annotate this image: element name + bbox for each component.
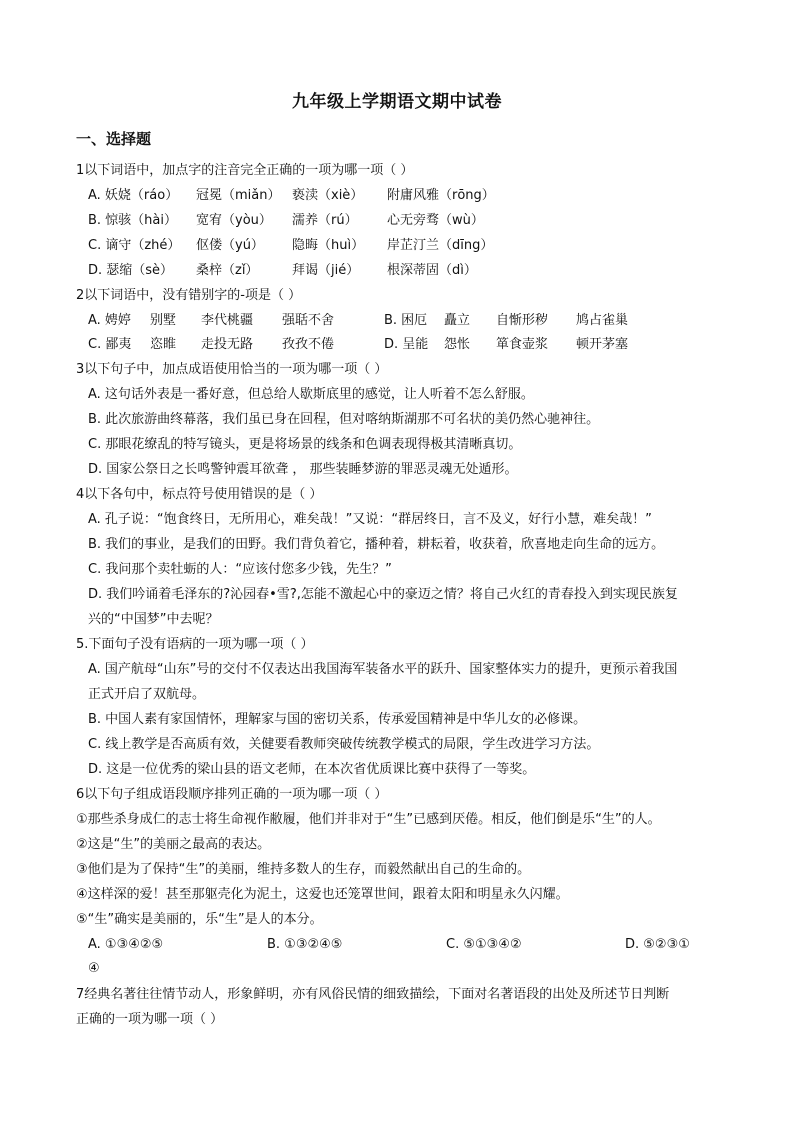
question-4-stem: 4以下各句中，标点符号使用错误的是（ ） (76, 487, 323, 502)
question-6-sentence-1: ①那些杀身成仁的志士将生命视作敝履，他们并非对于“生”已感到厌倦。相反，他们倒是乐“生”的人。 (76, 812, 661, 827)
question-6-sentence-3: ③他们是为了保持“生”的美丽，维持多数人的生存，而毅然献出自己的生命的。 (76, 862, 531, 877)
question-2-row-1 (88, 312, 628, 330)
question-6-option-d-wrap: ④ (88, 961, 100, 976)
question-6-sentence-5: ⑤“生”确实是美丽的，乐“生”是人的本分。 (76, 912, 323, 927)
question-4-option-d-continued: 兴的“中国梦”中去呢？ (88, 612, 219, 627)
question-1-stem: 1以下词语中，加点字的注音完全正确的一项为哪一项（ ） (76, 163, 414, 178)
question-2-stem: 2以下词语中，没有错别字的-项是（ ） (76, 288, 302, 303)
option-word: C. 谪守（zhé） (88, 238, 181, 253)
option-word: 拜谒（jié） (292, 263, 360, 278)
option-word: 李代桃疆 (201, 313, 254, 328)
option-word: D. 瑟缩（sè） (88, 263, 174, 278)
option-word: 附庸风雅（rōng） (387, 188, 495, 203)
section-heading: 一、选择题 (76, 130, 152, 148)
option-word: 根深蒂固（dì） (387, 263, 477, 278)
question-6-option-b: B. ①③②④⑤ (267, 937, 343, 952)
option-word: 矗立 (444, 313, 471, 328)
question-2-row-2 (88, 336, 628, 354)
question-5-option-c: C. 线上教学是否高质有效，关健要看教师突破传统教学模式的局限，学生改进学习方法。 (88, 737, 600, 752)
option-word: 岸芷汀兰（dīng） (387, 238, 494, 253)
question-6-sentence-2: ②这是“生”的美丽之最高的表达。 (76, 837, 271, 852)
question-5-stem: 5.下面句子没有语病的一项为哪一项（ ） (76, 637, 314, 652)
question-1-option-a (88, 187, 495, 205)
question-1-option-b (88, 212, 484, 230)
question-4-option-d: D. 我们吟诵着毛泽东的?沁园春•雪?,怎能不激起心中的豪迈之情？将自己火红的青春投入到实现民族复 (88, 587, 678, 602)
question-3-option-c: C. 那眼花缭乱的特写镜头，更是将场景的线条和色调表现得极其清晰真切。 (88, 437, 522, 452)
option-word: 濡养（rú） (292, 213, 358, 228)
question-5-option-b: B. 中国人素有家国情怀，理解家与国的密切关系，传承爱国精神是中华儿女的必修课。 (88, 712, 587, 727)
option-word: 亵渎（xiè） (292, 188, 364, 203)
option-word: 自惭形秽 (496, 313, 549, 328)
question-3-option-d: D. 国家公祭日之长鸣警钟震耳欲聋 ， 那些装睡梦游的罪恶灵魂无处遁形。 (88, 462, 518, 477)
question-1-option-d (88, 262, 477, 280)
option-word: 强聒不舍 (282, 313, 335, 328)
option-word: 鸠占雀巢 (576, 313, 629, 328)
option-word: 顿开茅塞 (576, 337, 629, 352)
question-3-option-b: B. 此次旅游曲终幕落，我们虽已身在回程，但对喀纳斯湖那不可名状的美仍然心驰神往。 (88, 412, 600, 427)
option-word: 宽宥（yòu） (196, 213, 272, 228)
option-word: 冠冕（miǎn） (196, 188, 281, 203)
question-6-option-c: C. ⑤①③④② (446, 937, 522, 952)
option-word: 箪食壶浆 (496, 337, 549, 352)
question-7-stem-line-2: 正确的一项为哪一项（ ） (76, 1012, 224, 1027)
question-1-option-c (88, 237, 493, 255)
option-word: B. 困厄 (384, 313, 428, 328)
question-6-stem: 6以下句子组成语段顺序排列正确的一项为哪一项（ ） (76, 787, 388, 802)
question-5-option-d: D. 这是一位优秀的梁山县的语文老师，在本次省优质课比赛中获得了一等奖。 (88, 762, 536, 777)
option-word: B. 惊骇（hài） (88, 213, 178, 228)
option-word: C. 鄙夷 (88, 337, 132, 352)
option-word: 心无旁骛（wù） (387, 213, 484, 228)
option-word: A. 妖娆（ráo） (88, 188, 179, 203)
option-word: A. 娉婷 (88, 313, 131, 328)
option-word: 怨怅 (444, 337, 471, 352)
question-7-stem-line-1: 7经典名著往往情节动人，形象鲜明，亦有风俗民情的细致描绘，下面对名著语段的出处及所述节日判断 (76, 987, 670, 1002)
question-4-option-c: C. 我问那个卖牡蛎的人：“应该付您多少钱，先生？” (88, 562, 392, 577)
option-word: 恣睢 (150, 337, 177, 352)
question-6-sentence-4: ④这样深的爱！甚至那躯壳化为泥土，这爱也还笼罩世间，跟着太阳和明星永久闪耀。 (76, 887, 569, 902)
option-word: 桑梓（zǐ） (196, 263, 259, 278)
option-word: 伛偻（yú） (196, 238, 264, 253)
option-word: 走投无路 (201, 337, 254, 352)
question-4-option-a: A. 孔子说：“饱食终日，无所用心，难矣哉！”又说：“群居终日，言不及义，好行小慧，难矣哉！” (88, 512, 652, 527)
question-5-option-a: A. 国产航母“山东”号的交付不仅表达出我国海军装备水平的跃升、国家整体实力的提升，更预示着我国 (88, 662, 678, 677)
option-word: 隐晦（huì） (292, 238, 365, 253)
question-5-option-a-continued: 正式开启了双航母。 (88, 687, 206, 702)
question-4-option-b: B. 我们的事业，是我们的田野。我们背负着它，播种着，耕耘着，收获着，欣喜地走向生命的远方。 (88, 537, 665, 552)
question-6-option-d: D. ⑤②③① (625, 937, 690, 952)
option-word: D. 呈能 (384, 337, 429, 352)
question-3-stem: 3以下句子中，加点成语使用恰当的一项为哪一项（ ） (76, 362, 388, 377)
question-6-option-a: A. ①③④②⑤ (88, 937, 164, 952)
option-word: 孜孜不倦 (282, 337, 335, 352)
question-3-option-a: A. 这句话外表是一番好意，但总给人歇斯底里的感觉，让人听着不怎么舒服。 (88, 387, 534, 402)
page-title: 九年级上学期语文期中试卷 (292, 92, 502, 112)
option-word: 别墅 (150, 313, 177, 328)
